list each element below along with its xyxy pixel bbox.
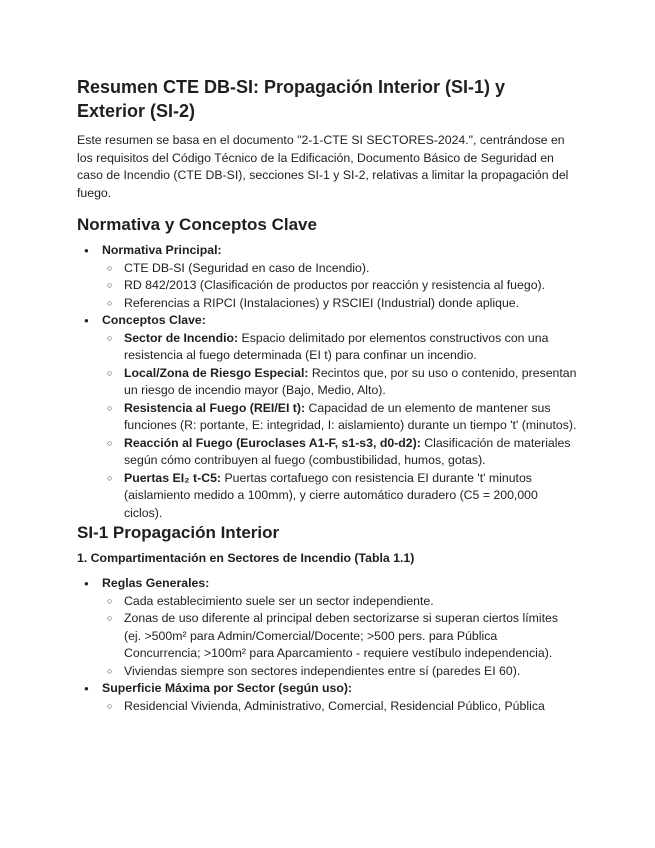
normativa-list <box>77 242 577 522</box>
sub-list-item <box>102 435 577 470</box>
document-page <box>77 75 577 715</box>
term: Sector de Incendio: <box>124 330 239 345</box>
list-item-label: Superficie Máxima por Sector (según uso): <box>102 681 353 695</box>
sub-list-item: ○ Zonas de uso diferente al principal deben sectorizarse si superan ciertos límites (ej. >500m² para Admin/Comercial/Docente; >500 pers. para Pública Concurrencia; >100m² para Aparcamiento - requiere vestíbulo independencia). <box>102 610 577 663</box>
list-item <box>77 312 577 522</box>
definition: Clasificación de materiales según cómo contribuyen al fuego (combustibilidad, humos, gotas). <box>124 435 571 467</box>
sub-list-item: ○ Referencias a RIPCI (Instalaciones) y RSCIEI (Industrial) donde aplique. <box>102 295 577 313</box>
sub-list <box>102 330 577 523</box>
compartimentacion-list <box>77 575 577 715</box>
definition: Puertas cortafuego con resistencia EI durante 't' minutos (aislamiento medido a 100mm), y cierre automático duradero (C5 = 200,000 ciclos). <box>124 470 538 520</box>
sub-list <box>102 593 577 681</box>
sub-list <box>102 698 577 716</box>
sub-list-item <box>102 400 577 435</box>
definition: Capacidad de un elemento de mantener sus funciones (R: portante, E: integridad, I: aislamiento) durante un tiempo 't' (minutos). <box>124 400 577 432</box>
list-item-label: Normativa Principal: <box>102 243 222 257</box>
term: Puertas EI₂ t-C5: <box>124 470 222 485</box>
list-item <box>77 242 577 312</box>
list-item <box>77 575 577 680</box>
section-heading-si1: SI-1 Propagación Interior <box>77 523 280 542</box>
page-title: Resumen CTE DB-SI: Propagación Interior (SI-1) y Exterior (SI-2) <box>77 77 506 121</box>
definition: Recintos que, por su uso o contenido, presentan un riesgo de incendio mayor (Bajo, Medio, Alto). <box>124 365 577 397</box>
sub-list-item: ○ CTE DB-SI (Seguridad en caso de Incendio). <box>102 260 577 278</box>
list-item-label: Reglas Generales: <box>102 576 210 590</box>
sub-list-item: ○ Residencial Vivienda, Administrativo, Comercial, Residencial Público, Pública <box>102 698 577 716</box>
subsection-heading: 1. Compartimentación en Sectores de Incendio (Tabla 1.1) <box>77 551 415 565</box>
sub-list-item <box>102 330 577 365</box>
sub-list-item <box>102 365 577 400</box>
term: Reacción al Fuego (Euroclases A1-F, s1-s3, d0-d2): <box>124 435 421 450</box>
list-item <box>77 680 577 715</box>
sub-list-item: ○ Cada establecimiento suele ser un sector independiente. <box>102 593 577 611</box>
sub-list-item: ○ Viviendas siempre son sectores independientes entre sí (paredes EI 60). <box>102 663 577 681</box>
sub-list-item <box>102 470 577 523</box>
intro-paragraph: Este resumen se basa en el documento "2-1-CTE SI SECTORES-2024.", centrándose en los requisitos del Código Técnico de la Edificación, Documento Básico de Seguridad en caso de Incendio (CTE DB-SI), secciones SI-1 y SI-2, relativas a limitar la propagación del fuego. <box>77 133 569 200</box>
sub-list-item: ○ RD 842/2013 (Clasificación de productos por reacción y resistencia al fuego). <box>102 277 577 295</box>
list-item-label: Conceptos Clave: <box>102 313 206 327</box>
section-heading-normativa: Normativa y Conceptos Clave <box>77 215 317 234</box>
term: Resistencia al Fuego (REI/EI t): <box>124 400 306 415</box>
definition: Espacio delimitado por elementos constructivos con una resistencia al fuego determinada (EI t) para confinar un incendio. <box>124 330 549 362</box>
sub-list <box>102 260 577 313</box>
term: Local/Zona de Riesgo Especial: <box>124 365 309 380</box>
